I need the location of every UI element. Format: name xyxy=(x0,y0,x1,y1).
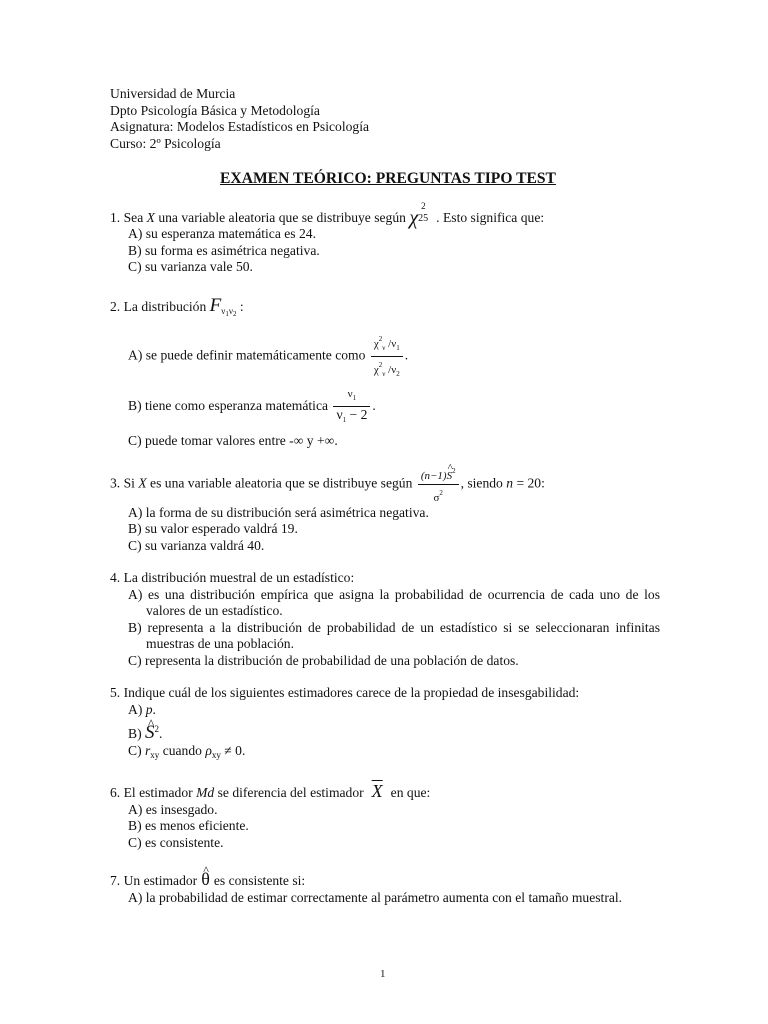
q5-option-a xyxy=(110,702,660,719)
q2-option-a xyxy=(110,332,660,381)
den-chi-sub: ν xyxy=(382,370,386,378)
f-sub-nu2: ν xyxy=(228,305,233,316)
q2-stem: 2. La distribución xyxy=(110,298,210,314)
q3-stem-d: = 20: xyxy=(513,475,545,491)
num-chi: χ xyxy=(373,338,379,350)
q3-option-b: B) su valor esperado valdrá 19. xyxy=(128,521,298,536)
question-3 xyxy=(110,464,660,555)
q1-var: X xyxy=(146,209,155,225)
q7-stem-a: 7. Un estimador xyxy=(110,873,198,888)
question-4 xyxy=(110,570,660,669)
q5-s-hat-sup: 2 xyxy=(154,724,159,734)
chi-statistic-numerator xyxy=(418,464,459,485)
q5-stem: 5. Indique cuál de los siguientes estimadores carece de la propiedad de insesgabilidad: xyxy=(110,685,580,700)
course-name: Curso: 2º Psicología xyxy=(110,135,221,151)
q1-option-c: C) su varianza vale 50. xyxy=(128,259,253,274)
subject-name: Asignatura: Modelos Estadísticos en Psicología xyxy=(110,119,370,134)
department-name: Dpto Psicología Básica y Metodología xyxy=(110,102,320,118)
q2-b-dot: . xyxy=(372,398,376,414)
exam-page xyxy=(110,86,660,906)
q2-option-b-text: B) tiene como esperanza matemática xyxy=(128,398,329,414)
q6-stem-b: se diferencia del estimador xyxy=(214,785,364,800)
exp-den-minus: − xyxy=(349,407,358,422)
q5-c-mid: cuando xyxy=(159,742,206,758)
chi-ratio-denominator xyxy=(371,357,403,381)
q5-s-hat: ^ S xyxy=(145,725,155,742)
expectation-fraction xyxy=(333,387,370,427)
s-hat-sup: 2 xyxy=(452,466,456,475)
q3-option-a: A) la forma de su distribución será asimétrica negativa. xyxy=(128,504,429,520)
num-chi-sub: ν xyxy=(382,344,386,352)
q5-a-dot: . xyxy=(152,701,156,717)
q3-stem-b: es una variable aleatoria que se distribuye según xyxy=(146,475,413,491)
q3-stem-c: , siendo xyxy=(460,475,507,491)
question-7 xyxy=(110,871,660,906)
f-symbol: F xyxy=(209,294,222,316)
q6-stem-c: en que: xyxy=(390,785,431,800)
q3-var: X xyxy=(138,475,147,491)
q5-b-label: B) xyxy=(128,726,145,741)
q2-option-b xyxy=(110,387,660,427)
num-chi-sup: 2 xyxy=(378,335,383,343)
q5-a-var: p xyxy=(145,701,153,717)
sigma: σ xyxy=(433,491,440,504)
q3-option-c: C) su varianza valdrá 40. xyxy=(128,537,265,553)
chi-statistic-denominator xyxy=(418,485,459,505)
q5-r: r xyxy=(145,742,151,758)
den-chi-sup: 2 xyxy=(378,361,383,369)
q2-stem-end: : xyxy=(236,298,244,314)
q5-a-label: A) xyxy=(128,701,146,717)
chi-superscript: 2 xyxy=(421,200,426,211)
q5-c-label: C) xyxy=(128,742,145,758)
exp-den-two: 2 xyxy=(360,407,368,422)
den-nu: ν xyxy=(391,364,397,376)
q4-stem: 4. La distribución muestral de un estadístico: xyxy=(110,570,355,585)
q7-option-a: A) la probabilidad de estimar correctamente al parámetro aumenta con el tamaño muestral. xyxy=(128,889,623,905)
q6-option-b: B) es menos eficiente. xyxy=(128,818,249,833)
question-1 xyxy=(110,200,660,276)
chi-symbol: χ xyxy=(409,206,419,229)
expectation-denominator xyxy=(333,407,370,427)
chi-subscript: 25 xyxy=(418,212,429,224)
chi-ratio-numerator xyxy=(371,332,403,357)
q4-option-c: C) representa la distribución de probabilidad de una población de datos. xyxy=(128,652,519,668)
q1-option-b: B) su forma es asimétrica negativa. xyxy=(128,242,320,258)
exp-num-nu: ν xyxy=(347,388,353,400)
f-sub-nu1: ν xyxy=(221,305,226,316)
q1-stem-c: . Esto significa que: xyxy=(436,209,545,225)
den-slash: / xyxy=(388,364,392,376)
q5-option-b xyxy=(110,721,660,743)
q5-rho: ρ xyxy=(205,742,212,758)
den-nu-sub: 2 xyxy=(396,370,400,378)
theta-hat-symbol: ^ θ xyxy=(201,871,210,888)
q1-stem-b: una variable aleatoria que se distribuye según xyxy=(154,209,410,225)
sigma-sup: 2 xyxy=(439,488,443,497)
f-sub-2: 2 xyxy=(232,309,237,318)
q1-option-a: A) su esperanza matemática es 24. xyxy=(128,226,316,241)
q5-r-sub: xy xyxy=(150,749,160,760)
q5-neq-zero: ≠ 0. xyxy=(224,742,246,758)
question-5 xyxy=(110,685,660,763)
q4-option-b: B) representa a la distribución de probabilidad de un estadístico si se seleccionaran infinitas muestras de una población. xyxy=(128,619,660,651)
q6-stem-a: 6. El estimador xyxy=(110,785,197,800)
chi-indices xyxy=(418,200,436,224)
q3-stem-a: 3. Si xyxy=(110,475,139,491)
q1-stem-a: 1. Sea xyxy=(110,209,147,225)
q5-rho-sub: xy xyxy=(211,749,221,760)
exam-title: EXAMEN TEÓRICO: PREGUNTAS TIPO TEST xyxy=(220,170,556,187)
q6-md: Md xyxy=(196,785,215,800)
exp-den-sub: 1 xyxy=(342,416,347,424)
num-nu-sub: 1 xyxy=(396,344,400,352)
q2-a-dot: . xyxy=(404,347,409,363)
num-nu: ν xyxy=(391,338,397,350)
s-hat: ^ S xyxy=(447,469,453,483)
q3-n: n xyxy=(506,475,514,491)
n-minus-1: (n−1) xyxy=(420,469,447,482)
num-slash: / xyxy=(388,338,392,350)
question-6 xyxy=(110,783,660,851)
expectation-numerator xyxy=(333,387,370,407)
f-sub-1: 1 xyxy=(225,309,229,318)
den-chi: χ xyxy=(373,364,379,376)
q7-stem-b: es consistente si: xyxy=(213,873,306,888)
x-bar-symbol: $\overline{X}$ xyxy=(371,781,383,801)
exp-den-nu: ν xyxy=(336,407,343,422)
q2-option-a-text: A) se puede definir matemáticamente como xyxy=(128,347,366,363)
q2-option-c: C) puede tomar valores entre -∞ y +∞. xyxy=(128,433,338,448)
q5-option-c xyxy=(110,743,660,764)
q4-option-a: A) es una distribución empírica que asigna la probabilidad de ocurrencia de cada uno de los valores de un estadístico. xyxy=(128,586,660,618)
chi-statistic-fraction xyxy=(418,464,459,505)
q6-option-c: C) es consistente. xyxy=(128,834,224,850)
q6-option-a: A) es insesgado. xyxy=(128,801,218,817)
university-name: Universidad de Murcia xyxy=(110,86,236,101)
exp-num-sub: 1 xyxy=(352,394,357,402)
chi-ratio-fraction xyxy=(371,332,403,381)
page-number: 1 xyxy=(380,968,386,980)
question-2 xyxy=(110,294,660,450)
q5-b-dot: . xyxy=(159,726,163,741)
